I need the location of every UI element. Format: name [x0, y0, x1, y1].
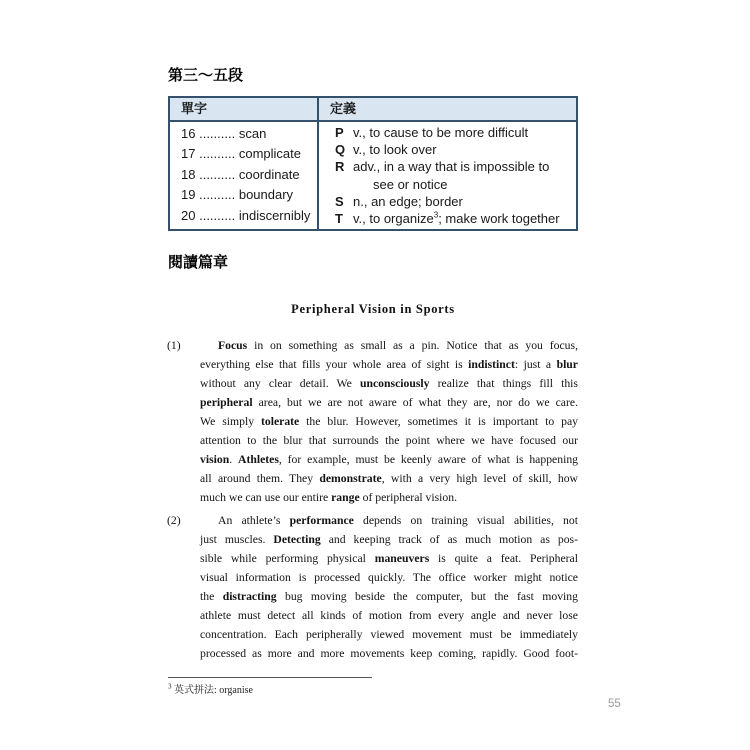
- definition-letter: Q: [335, 142, 346, 158]
- vocab-word-number: 16: [181, 126, 196, 141]
- definition-text: v., to organize$^3$; make work together: [353, 210, 560, 227]
- reading-passage: [167, 336, 578, 667]
- footnote-text: 英式拼法: organise: [174, 685, 253, 696]
- passage-line: attention to the blur that surrounds the point where we have focused our: [200, 434, 578, 447]
- passage-line: without any clear detail. We unconsciously realize that things fill this: [200, 377, 578, 390]
- definition-text: adv., in a way that is impossible to see or notice: [353, 159, 550, 192]
- vocab-word-row: [181, 144, 317, 164]
- paragraph-body: [200, 511, 578, 663]
- definition-row: [319, 210, 570, 227]
- vocab-word: coordinate: [238, 166, 300, 182]
- definition-row: [319, 141, 570, 158]
- reading-section-heading: 閱讀篇章: [168, 254, 229, 271]
- definition-letter: R: [335, 159, 345, 175]
- passage-line: much we can use our entire range of peripheral vision.: [200, 491, 458, 504]
- vocab-definition-list: [317, 122, 576, 229]
- vocab-word-number: 19: [181, 187, 196, 203]
- column-header-word: 單字: [181, 101, 208, 116]
- answer-blank-dots: ..........: [199, 207, 236, 223]
- passage-line: vision. Athletes, for example, must be keenly aware of what is happening: [200, 453, 579, 466]
- passage-line: everything else that fills your whole area of sight is indistinct: just a blur: [200, 358, 578, 371]
- column-header-definition: 定義: [317, 98, 576, 120]
- vocab-word-number: 18: [181, 166, 196, 182]
- passage-line: An athlete’s performance depends on training visual abilities, not: [218, 514, 578, 527]
- passage-line: concentration. Each peripherally viewed movement must be immediately: [200, 628, 578, 641]
- page-number: 55: [608, 698, 621, 710]
- passage-line: Focus in on something as small as a pin. Notice that as you focus,: [218, 339, 578, 352]
- vocab-word-number: 20: [181, 207, 196, 223]
- vocab-word: indiscernibly: [238, 207, 311, 223]
- vocab-word: complicate: [238, 146, 301, 162]
- answer-blank-dots: ..........: [199, 166, 236, 182]
- vocab-word-list: [170, 122, 317, 229]
- vocab-word-row: [181, 206, 317, 226]
- definition-row: [319, 124, 570, 141]
- paragraph-number: (1): [167, 339, 181, 352]
- passage-line: all around them. They demonstrate, with a very high level of skill, how: [200, 472, 578, 485]
- passage-line: visual information is processed quickly. The office worker might notice: [200, 571, 578, 584]
- passage-title: Peripheral Vision in Sports: [291, 302, 455, 316]
- vocab-word-row: [181, 185, 317, 205]
- definition-row: [319, 158, 570, 192]
- vocab-definition-table: [168, 96, 578, 231]
- passage-line: processed as more and more movements keep coming, rapidly. Good foot-: [200, 647, 578, 660]
- footnote: [168, 681, 253, 696]
- definition-letter: T: [335, 211, 343, 227]
- definition-letter: P: [335, 125, 344, 140]
- passage-line: just muscles. Detecting and keeping track of as much motion as pos-: [200, 533, 578, 546]
- footnote-marker: 3: [168, 682, 172, 691]
- definition-text: v., to cause to be more difficult: [353, 125, 529, 140]
- passage-line: the distracting bug moving beside the computer, but the fast moving: [200, 590, 578, 603]
- section-heading: 第三～五段: [168, 67, 244, 84]
- passage-line: We simply tolerate the blur. However, sometimes it is important to pay: [200, 415, 578, 428]
- answer-blank-dots: ..........: [199, 146, 236, 162]
- vocab-word: boundary: [238, 187, 294, 203]
- passage-paragraph: [167, 336, 578, 507]
- vocab-word: scan: [238, 126, 267, 141]
- vocab-word-row: [181, 124, 317, 144]
- passage-line: sible while performing physical maneuvers is quite a feat. Peripheral: [200, 552, 578, 565]
- answer-blank-dots: ..........: [199, 187, 236, 203]
- definition-letter: S: [335, 193, 344, 209]
- definition-text: n., an edge; border: [353, 193, 463, 209]
- vocab-table-body: [170, 122, 576, 229]
- vocab-table-header-row: [170, 98, 576, 122]
- definition-row: [319, 193, 570, 210]
- paragraph-body: [200, 336, 578, 507]
- passage-paragraph: [167, 511, 578, 663]
- vocab-word-number: 17: [181, 146, 196, 162]
- paragraph-number: (2): [167, 514, 181, 527]
- answer-blank-dots: ..........: [199, 126, 236, 141]
- passage-line: peripheral area, but we are not aware of what they are, nor do we care.: [200, 396, 578, 409]
- footnote-divider: [168, 677, 372, 678]
- vocab-word-row: [181, 165, 317, 185]
- definition-text: v., to look over: [353, 142, 437, 158]
- passage-line: athlete must detect all kinds of motion from every angle and never lose: [200, 609, 578, 622]
